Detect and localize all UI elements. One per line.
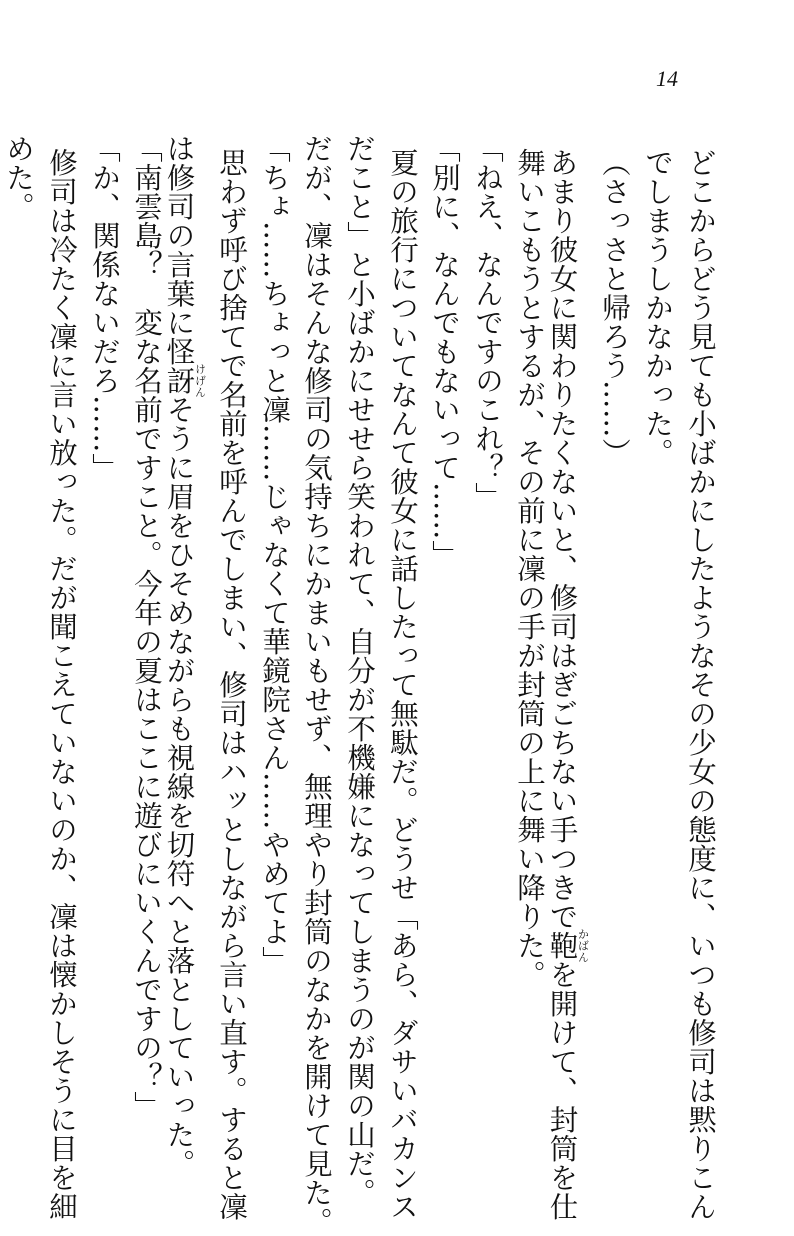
text-line-9: だこと」と小ばかにせせら笑われて、自分が不機嫌になってしまうのが関の山だ。 — [343, 134, 376, 1207]
text-line-11: 「ちょ……ちょっと凜……じゃなくて華鏡院さん……やめてよ」 — [258, 134, 291, 975]
page-number: 14 — [656, 66, 678, 91]
text-line-16: 修司は冷たく凜に言い放った。だが聞こえていないのか、凜は懐かしそうに目を細 — [45, 148, 78, 1221]
text-line-5: 舞いこもうとするが、その前に凜の手が封筒の上に舞い降りた。 — [513, 148, 546, 989]
text-line-4 — [545, 148, 590, 1221]
text-line-4-part-2: を開けて、封筒を仕 — [545, 960, 579, 1221]
text-line-13 — [162, 134, 207, 1178]
ruby-kegen-reading: けげん — [193, 363, 207, 398]
text-line-6: 「ねえ、なんですのこれ？」 — [471, 134, 504, 511]
text-line-12: 思わず呼び捨てで名前を呼んでしまい、修司はハッとしながら言い直す。すると凜 — [215, 148, 248, 1221]
text-line-15: 「か、関係ないだろ……」 — [88, 134, 121, 482]
text-line-8: 夏の旅行についてなんて彼女に話したって無駄だ。どうせ「あら、ダサいバカンス — [386, 148, 419, 1221]
text-line-14: 「南雲島？ 変な名前ですこと。今年の夏はここに遊びにいくんですの？」 — [130, 134, 163, 1120]
text-line-13-part-1: は修司の言葉に怪 — [162, 134, 196, 366]
text-line-13-part-2: そうに眉をひそめながらも視線を切符へと落としていった。 — [162, 395, 196, 1178]
ruby-kaban-base: 鞄 — [545, 928, 579, 963]
ruby-kegen — [162, 363, 207, 398]
text-line-3: （さっさと帰ろう……） — [598, 148, 631, 467]
text-line-17: めた。 — [2, 134, 35, 221]
ruby-kegen-base: 訝 — [162, 363, 196, 398]
ruby-kaban-reading: かばん — [576, 928, 590, 963]
text-line-4-part-1: あまり彼女に関わりたくないと、修司はぎごちない手つきで — [545, 148, 579, 931]
text-line-7: 「別に、なんでもないって……」 — [428, 134, 461, 569]
text-line-10: だが、凜はそんな修司の気持ちにかまいもせず、無理やり封筒のなかを開けて見た。 — [300, 134, 333, 1236]
ruby-kaban — [545, 928, 590, 963]
text-line-2: でしまうしかなかった。 — [641, 148, 674, 467]
text-line-1: どこからどう見ても小ばかにしたようなその少女の態度に、いつも修司は黙りこん — [684, 148, 717, 1221]
